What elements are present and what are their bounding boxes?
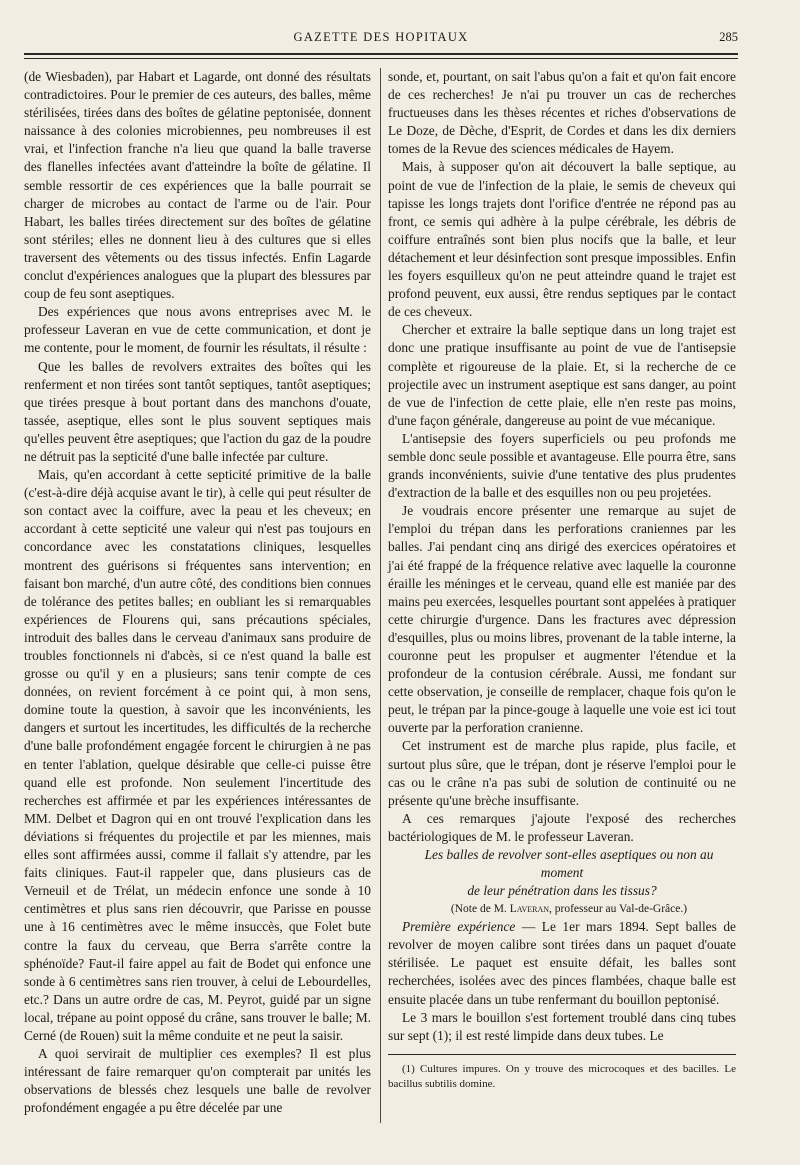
paragraph: Mais, à supposer qu'on ait découvert la balle septique, au point de vue de l'infection de la plaie, le semis de cheveux qui tapisse les longs trajets dont l'orifice d'entrée ne répond pas au front, ce semis qui adhère à la pulpe cérébrale, les débris de coiffure entraînés sont bien plus nocifs que la balle, et leur détachement et leur désinfection sont presque impossibles. Enfin les foyers esquilleux qu'on ne peut atteindre quand le trajet est profond peuvent, eux aussi, être rendus septiques par le contact de ces cheveux. (388, 159, 736, 320)
column-divider (380, 68, 381, 1123)
paragraph: Je voudrais encore présenter une remarque au sujet de l'emploi du trépan dans les perforations craniennes par les balles. J'ai pendant cinq ans dirigé des exercices opératoires et j'ai été frappé de la fréquence relative avec laquelle la couronne éraille les méninges et le cerveau, quand elle est maniée par des mains peu exercées, lesquelles pourtant sont appelées à pratiquer cette chirurgie d'urgence. Dans les fractures avec dépression d'esquilles, plus ou moins libres, provenant de la table interne, la couronne peut les propulser et augmenter l'étendue et la profondeur de la contusion cérébrale. Aussi, me fondant sur cette observation, je conseille de remplacer, chaque fois qu'on le peut, le trépan par la pince-gouge à laquelle une voie est ici tout ouverte par la perforation cranienne. (388, 503, 736, 736)
paragraph: Le 3 mars le bouillon s'est fortement troublé dans cinq tubes sur sept (1); il est resté limpide dans deux tubes. Le (388, 1009, 736, 1043)
page-number: 285 (719, 30, 738, 44)
paragraph: L'antisepsie des foyers superficiels ou peu profonds me semble donc seule possible et avantageuse. Elle pourra être, sans grands inconvénients, suivie d'une tentative des plus prudentes d'extraction de la balle et des esquilles non ou peu projetées. (388, 430, 736, 501)
right-column (388, 68, 736, 1092)
footnote-rule (388, 1054, 736, 1055)
page-header (24, 30, 738, 50)
section-title-line1: Les balles de revolver sont-elles aseptiques ou non au moment (424, 847, 714, 881)
experiment-label: Première expérience (402, 919, 516, 935)
header-rule-thin (24, 58, 738, 59)
section-title (388, 846, 736, 900)
left-column (24, 68, 371, 1117)
section-note (388, 900, 736, 918)
note-suffix: , professeur au Val-de-Grâce.) (549, 903, 688, 916)
paragraph: A ces remarques j'ajoute l'exposé des recherches bactériologiques de M. le professeur Laveran. (388, 810, 736, 844)
section-title-line2: de leur pénétration dans les tissus? (467, 883, 657, 899)
paragraph: Mais, qu'en accordant à cette septicité primitive de la balle (c'est-à-dire déjà acquise avant le tir), à celle qui peut résulter de son contact avec la coiffure, avec la peau et les cheveux; en accordant à cette septicité une valeur qui n'est pas toujours en concordance avec les constatations cliniques, lesquelles montrent des guérisons si fréquentes sans intervention; en faisant bon marché, d'un autre côté, des conditions bien connues de tolérance des petites balles; en oubliant les si remarquables expériences de Flourens qui, sans précautions spéciales, introduit des balles dans le cerveau d'animaux sans produire de troubles fonctionnels ni d'abcès, si ce n'est quand la balle est grosse ou qu'il y en a plusieurs; sans tenir compte de ces données, on revient forcément à ce point qui, à mon sens, domine toute la question, à savoir que les inconvénients, les dangers et surtout les incertitudes, les difficultés de la recherche d'une balle profondément engagée forcent le chirurgien à ne pas en tenter l'ablation, quelque désirable que celle-ci puisse être quand elle est profonde. Non seulement l'incertitude des recherches est affirmée et par les expériences intéressantes de MM. Delbet et Dagron qui en ont trouvé l'explication dans les déviations si fréquentes du projectile et par les miennes, mais elles sont affirmées aussi, comme il fallait s'y attendre, par les faits cliniques. Faut-il rappeler que, dans plusieurs cas de Verneuil et de Trélat, un médecin enfonce une sonde à 10 centimètres et plus sans rien découvrir, que Parisse en pousse une à 16 centimètres avec le même insuccès, que Folet bute contre la faux du cerveau, que Berra s'arrête contre la sphénoïde? Faut-il faire appel au fait de Bodet qui enfonce une sonde à 6 centimètres sans rien trouver, à celui de Lebourdelles, etc.? Dans un autre ordre de cas, M. Peyrot, guidé par un signe local, trépane au point opposé du crâne, sans trouver le balle; M. Cerné (de Rouen) suit la même conduite et ne peut la saisir. (24, 467, 371, 1043)
paragraph: Que les balles de revolvers extraites des boîtes qui les renferment et non tirées sont tantôt septiques, tantôt aseptiques; que tirées presque à bout portant dans des manchons d'ouate, tassée, aseptique, elles sont le plus souvent septiques mais qu'elles peuvent être aseptiques; que l'action du gaz de la poudre ne détruit pas la septicité d'une balle infectée par culture. (24, 358, 371, 464)
paragraph: Chercher et extraire la balle septique dans un long trajet est donc une pratique insuffisante au point de vue de l'antisepsie complète et rigoureuse de la plaie. Et, si la recherche de ce projectile avec un instrument aseptique est sans danger, au point de vue de l'infection de cette plaie, elle n'en reste pas moins, d'une façon générale, dangereuse au point de vue mécanique. (388, 322, 736, 428)
paragraph: Des expériences que nous avons entreprises avec M. le professeur Laveran en vue de cette communication, et dont je me contente, pour le moment, de fournir les résultats, il résulte : (24, 304, 371, 356)
header-rule-thick (24, 53, 738, 55)
paragraph: A quoi servirait de multiplier ces exemples? Il est plus intéressant de faire remarquer qu'on compterait par unités les observations de blessés chez lesquels une balle de revolver profondément engagée a pu être décelée par une (24, 1046, 371, 1116)
experiment-text: — Le 1er mars 1894. Sept balles de revolver de moyen calibre sont tirées dans un paquet d'ouate stérilisée. Le paquet est ensuite défait, les balles sont recherchées, isolées avec des pinces flambées, chaque balle est ensuite placée dans un tube renfermant du bouillon peptonisé. (388, 919, 736, 1007)
note-author: Laveran (509, 903, 550, 916)
experiment-paragraph (388, 918, 736, 1008)
paragraph: Cet instrument est de marche plus rapide, plus facile, et surtout plus sûre, que le trépan, dont je réserve l'emploi pour le cas ou le crâne n'a pas subi de solution de continuité ou ne présente qu'une brèche insuffisante. (388, 738, 736, 808)
paragraph: (de Wiesbaden), par Habart et Lagarde, ont donné des résultats contradictoires. Pour le premier de ces auteurs, des balles, même stérilisées, tirées dans des boîtes de gélatine peptonisée, donnent naissance à des colonies microbiennes, peu nombreuses il est vrai, et l'infection franche n'a lieu que quand la balle traverse des flanelles infectées avant d'atteindre la boîte de gélatine. Il semble ressortir de ces expériences que la balle pourrait se charger de microbes au contact de l'arme ou de l'air. Pour Habart, les balles tirées directement sur des boîtes de gélatine sont stériles; elles ne donnent lieu à des cultures que si elles traversent des vêtements ou des tissus infectés. Enfin Lagarde conclut d'expériences analogues que la plupart des blessures par coup de feu sont aseptiques. (24, 69, 371, 302)
journal-title: GAZETTE DES HOPITAUX (293, 30, 469, 44)
note-prefix: (Note de M. (450, 903, 510, 916)
paragraph: sonde, et, pourtant, on sait l'abus qu'on a fait et qu'on fait encore de ces recherches! Je n'ai pu trouver un cas de recherches fructueuses dans les thèses récentes et riches d'observations de Le Doze, de Dèche, d'Esprit, de Cordes et dans les dix derniers tomes de la Revue des sciences médicales de Hayem. (388, 69, 736, 157)
footnote: (1) Cultures impures. On y trouve des microcoques et des bacilles. Le bacillus subtilis domine. (388, 1062, 736, 1090)
